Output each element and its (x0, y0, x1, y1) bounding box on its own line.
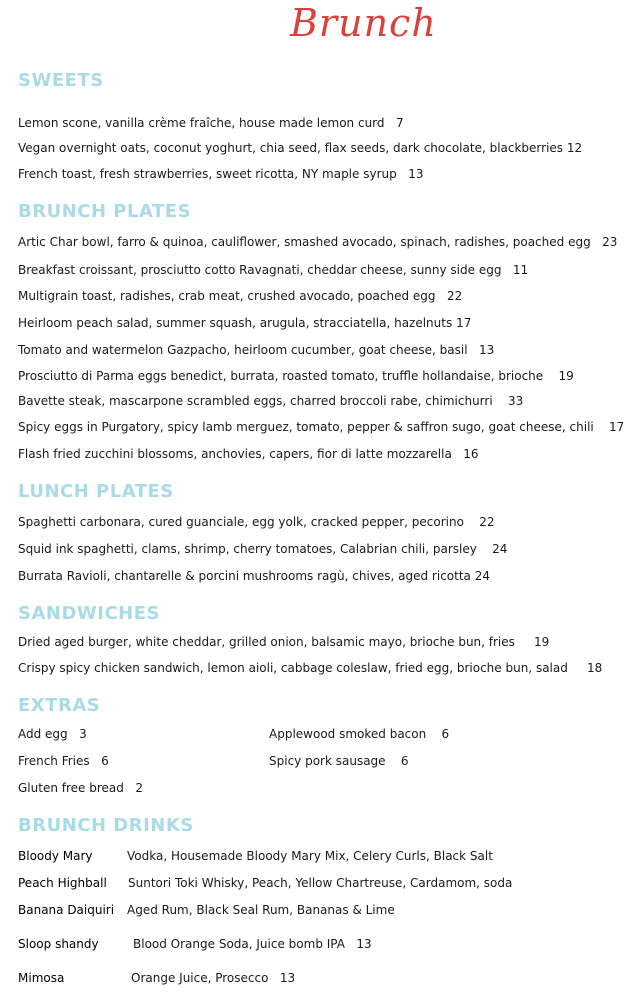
item-description: Applewood smoked bacon (269, 727, 427, 741)
item-description: Crispy spicy chicken sandwich, lemon aioli, cabbage coleslaw, fried egg, brioche bun, salad (18, 661, 568, 675)
menu-item (18, 514, 494, 530)
item-price: 24 (492, 542, 508, 556)
extra-item (18, 780, 143, 796)
item-price: 12 (566, 141, 583, 155)
menu-item (18, 288, 462, 304)
item-price: 23 (602, 235, 618, 249)
drink-name: Mimosa (18, 971, 65, 985)
item-price: 17 (609, 420, 624, 434)
drink-name: Sloop shandy (18, 937, 99, 951)
drink-description (133, 936, 372, 952)
item-description: Gluten free bread (18, 781, 124, 795)
extra-item (269, 726, 449, 742)
menu-item (18, 234, 617, 250)
extra-item (18, 726, 87, 742)
item-price: 18 (586, 661, 603, 675)
menu-item (18, 393, 523, 409)
item-price: 22 (446, 289, 463, 303)
drink-description (131, 970, 295, 986)
item-description: Blood Orange Soda, Juice bomb IPA (133, 937, 345, 951)
item-price: 33 (507, 394, 524, 408)
item-description: French toast, fresh strawberries, sweet ricotta, NY maple syrup (18, 167, 397, 181)
item-price: 7 (395, 116, 404, 130)
section-heading-lunch-plates: LUNCH PLATES (18, 481, 174, 502)
item-description: Suntori Toki Whisky, Peach, Yellow Chartreuse, Cardamom, soda (128, 876, 513, 890)
item-price: 19 (533, 635, 550, 649)
menu-item (18, 262, 528, 278)
section-heading-extras: EXTRAS (18, 695, 101, 716)
item-price: 3 (79, 727, 87, 741)
item-price: 24 (474, 569, 491, 583)
item-description: Spicy eggs in Purgatory, spicy lamb merguez, tomato, pepper & saffron sugo, goat cheese, chili (18, 420, 594, 434)
section-heading-sandwiches: SANDWICHES (18, 603, 160, 624)
item-description: Flash fried zucchini blossoms, anchovies, capers, fior di latte mozzarella (18, 447, 452, 461)
item-price: 13 (479, 343, 495, 357)
drink-name: Banana Daiquiri (18, 903, 115, 917)
section-heading-brunch-plates: BRUNCH PLATES (18, 201, 192, 222)
extra-item (269, 753, 408, 769)
extra-item (18, 753, 109, 769)
item-description: Multigrain toast, radishes, crab meat, crushed avocado, poached egg (18, 289, 436, 303)
item-description: Burrata Ravioli, chantarelle & porcini mushrooms ragù, chives, aged ricotta (18, 569, 471, 583)
item-price: 6 (101, 754, 109, 768)
menu-item (18, 446, 479, 462)
item-description: Spaghetti carbonara, cured guanciale, egg yolk, cracked pepper, pecorino (18, 515, 464, 529)
menu-item (18, 166, 423, 182)
menu-title: Brunch (290, 1, 437, 45)
menu-item (18, 315, 471, 331)
item-price: 2 (135, 781, 143, 795)
item-description: Spicy pork sausage (269, 754, 386, 768)
item-description: Dried aged burger, white cheddar, grilled onion, balsamic mayo, brioche bun, fries (18, 635, 515, 649)
drink-description (127, 848, 493, 864)
item-price: 16 (463, 447, 479, 461)
menu-item (18, 140, 582, 156)
item-description: Squid ink spaghetti, clams, shrimp, cherry tomatoes, Calabrian chili, parsley (18, 542, 477, 556)
menu-item (18, 368, 574, 384)
item-description: French Fries (18, 754, 90, 768)
item-price: 6 (441, 727, 450, 741)
menu-item (18, 541, 507, 557)
drink-name: Peach Highball (18, 876, 107, 890)
item-price: 17 (456, 316, 472, 330)
item-description: Add egg (18, 727, 68, 741)
menu-item (18, 342, 494, 358)
item-description: Artic Char bowl, farro & quinoa, cauliflower, smashed avocado, spinach, radishes, poached egg (18, 235, 591, 249)
section-heading-brunch-drinks: BRUNCH DRINKS (18, 815, 194, 836)
drink-description (127, 902, 395, 918)
item-description: Heirloom peach salad, summer squash, arugula, stracciatella, hazelnuts (18, 316, 453, 330)
item-price: 13 (356, 937, 372, 951)
item-price: 22 (479, 515, 495, 529)
menu-item (18, 568, 490, 584)
item-description: Bavette steak, mascarpone scrambled eggs, charred broccoli rabe, chimichurri (18, 394, 493, 408)
item-description: Prosciutto di Parma eggs benedict, burrata, roasted tomato, truffle hollandaise, brioche (18, 369, 544, 383)
drink-description (128, 875, 512, 891)
item-description: Lemon scone, vanilla crème fraîche, house made lemon curd (18, 116, 385, 130)
item-description: Tomato and watermelon Gazpacho, heirloom cucumber, goat cheese, basil (18, 343, 468, 357)
item-price: 11 (512, 263, 529, 277)
item-price: 13 (279, 971, 296, 985)
item-price: 6 (400, 754, 409, 768)
menu-item (18, 115, 404, 131)
item-description: Breakfast croissant, prosciutto cotto Ravagnati, cheddar cheese, sunny side egg (18, 263, 502, 277)
item-description: Vegan overnight oats, coconut yoghurt, chia seed, flax seeds, dark chocolate, blackberries (18, 141, 564, 155)
menu-item (18, 419, 624, 435)
menu-item (18, 634, 549, 650)
item-description: Vodka, Housemade Bloody Mary Mix, Celery Curls, Black Salt (127, 849, 493, 863)
section-heading-sweets: SWEETS (18, 70, 104, 91)
drink-name: Bloody Mary (18, 849, 93, 863)
item-price: 19 (558, 369, 574, 383)
item-price: 13 (408, 167, 424, 181)
menu-item (18, 660, 602, 676)
item-description: Aged Rum, Black Seal Rum, Bananas & Lime (127, 903, 395, 917)
item-description: Orange Juice, Prosecco (131, 971, 269, 985)
